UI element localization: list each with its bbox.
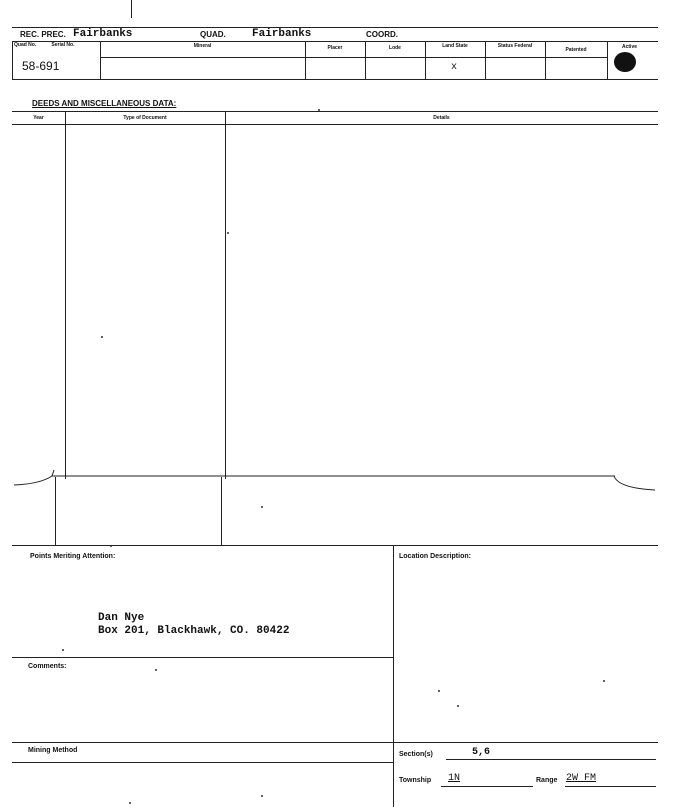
placer-header: Placer [327, 45, 343, 51]
deeds-header-rule [12, 124, 658, 125]
township-label: Township [399, 777, 432, 784]
status-federal-header: Status Federal [497, 43, 533, 49]
deeds-year-divider [65, 111, 66, 479]
deeds-type-header: Type of Document [123, 115, 167, 121]
deeds-type-divider [225, 111, 226, 479]
comments-rule [12, 657, 393, 658]
mining-underline [12, 762, 393, 763]
quad-no-value: 58-691 [22, 59, 60, 73]
range-label: Range [536, 777, 558, 784]
lode-header: Lode [389, 45, 401, 51]
quad-serial-header [14, 43, 94, 48]
rec-prec-value: Fairbanks [73, 28, 133, 40]
col-divider [425, 41, 426, 79]
range-value: 2W FM [566, 773, 597, 784]
speck [227, 232, 229, 234]
township-line [441, 786, 533, 787]
comments-label: Comments: [28, 663, 67, 670]
deeds-lower-year-divider [55, 477, 56, 545]
table-bottom-rule [12, 79, 658, 80]
fold-curve-left [14, 470, 54, 485]
points-label: Points Meriting Attention: [30, 553, 116, 560]
serial-no-header: Serial No. [51, 42, 75, 48]
deeds-year-header: Year [33, 115, 44, 121]
fold-curve-right [614, 476, 655, 490]
top-tick [131, 0, 132, 18]
punch-hole [614, 52, 636, 72]
col-divider [485, 41, 486, 79]
land-state-header: Land State [442, 43, 468, 49]
table-left-edge [12, 41, 13, 79]
speck [110, 545, 112, 547]
table-top-rule [12, 41, 658, 42]
deeds-details-header: Details [433, 115, 450, 121]
lower-vertical-divider [393, 545, 394, 807]
quad-value: Fairbanks [252, 28, 312, 40]
points-name: Dan Nye [98, 612, 145, 624]
quad-no-header: Quad No. [14, 42, 37, 48]
speck [155, 669, 157, 671]
speck [62, 649, 64, 651]
mining-label: Mining Method [28, 747, 78, 754]
col-divider [545, 41, 546, 79]
section-line [446, 759, 656, 760]
col-divider [607, 41, 608, 79]
speck [261, 795, 263, 797]
points-address: Box 201, Blackhawk, CO. 80422 [98, 625, 290, 637]
table-mid-rule [100, 57, 608, 58]
speck [261, 506, 263, 508]
rec-prec-label: REC. PREC. [20, 30, 66, 39]
deeds-lower-type-divider [221, 477, 222, 545]
mineral-header: Mineral [193, 43, 212, 49]
quad-label: QUAD. [200, 30, 226, 39]
page-fold-lines [0, 470, 678, 500]
mining-rule [12, 742, 658, 743]
speck [318, 109, 320, 111]
section-value: 5,6 [472, 747, 491, 758]
land-state-mark: x [451, 62, 458, 73]
range-line [565, 786, 656, 787]
township-value: 1N [448, 773, 461, 784]
speck [438, 690, 440, 692]
deeds-bottom-rule [12, 545, 658, 546]
patented-header: Patented [565, 47, 587, 53]
speck [101, 336, 103, 338]
location-label: Location Description: [399, 553, 471, 560]
deeds-top-rule [12, 111, 658, 112]
coord-label: COORD. [366, 30, 398, 39]
active-header: Active [622, 44, 638, 50]
deeds-title: DEEDS AND MISCELLANEOUS DATA: [32, 99, 177, 108]
speck [129, 802, 131, 804]
speck [603, 680, 605, 682]
speck [457, 705, 459, 707]
section-label: Section(s) [399, 751, 433, 758]
